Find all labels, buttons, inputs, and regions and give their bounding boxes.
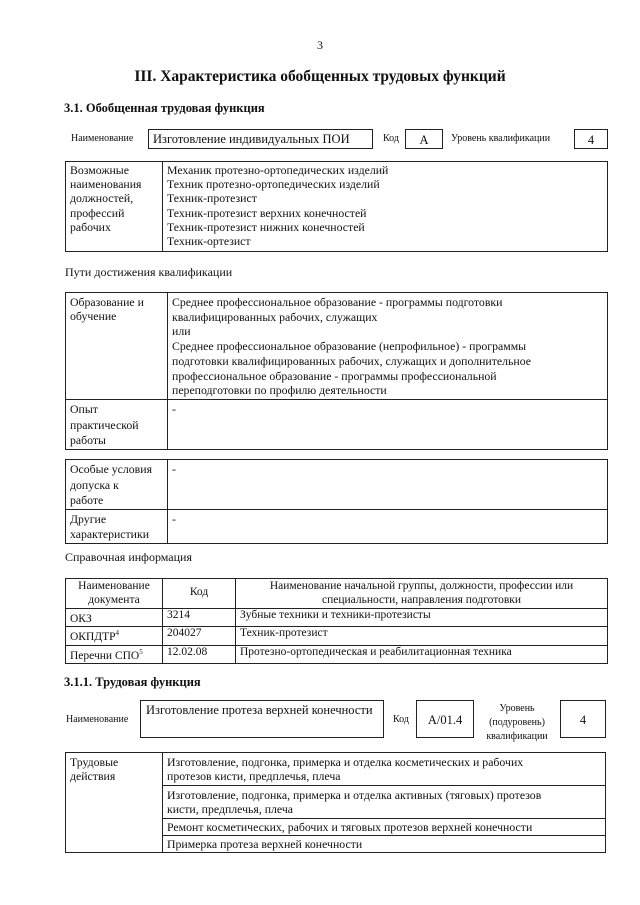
list-item: Изготовление, подгонка, примерка и отделка активных (тяговых) протезов кисти, предплечья, плеча: [163, 786, 606, 819]
other-value: -: [168, 509, 608, 543]
actions-table: [65, 752, 606, 853]
list-item: Механик протезно-ортопедических изделий: [167, 163, 389, 177]
tf-code-field: A/01.4: [416, 700, 474, 738]
section-title: III. Характеристика обобщенных трудовых функций: [134, 68, 506, 85]
education-text: Среднее профессиональное образование - программы подготовки квалифицированных рабочих, служащих или Среднее профессиональное образование (непрофильное) - программы подготовки квалифицированных рабочих, служащих и дополнительное профессиональное образование - программы профессиональной переподготовки по профилю деятельности: [168, 293, 608, 400]
tf-level-field: 4: [560, 700, 606, 738]
table-row: [66, 608, 608, 627]
tf-heading: 3.1.1. Трудовая функция: [64, 675, 201, 689]
table-row: [66, 645, 608, 664]
table-row: [66, 627, 608, 646]
education-label: Образование и обучение: [66, 293, 168, 400]
ref-code: 204027: [163, 627, 236, 646]
list-item: Примерка протеза верхней конечности: [163, 836, 606, 853]
experience-value: -: [168, 400, 608, 450]
actions-label: Трудовые действия: [66, 753, 163, 853]
tf-code-label: Код: [393, 714, 409, 725]
gtf-name-label: Наименование: [71, 133, 134, 144]
gtf-level-field: 4: [574, 129, 608, 149]
ref-doc: ОКПДТР$^4$: [66, 627, 163, 646]
ref-header-code: Код: [163, 579, 236, 609]
special-value: -: [168, 460, 608, 510]
ref-header-doc: Наименование документа: [66, 579, 163, 609]
ref-name: Зубные техники и техники-протезисты: [236, 608, 608, 627]
conditions-table: [65, 459, 608, 544]
list-item: Изготовление, подгонка, примерка и отделка косметических и рабочих протезов кисти, предплечья, плеча: [163, 753, 606, 786]
special-label: Особые условия допуска к работе: [66, 460, 168, 510]
ref-header-name: Наименование начальной группы, должности, профессии или специальности, направления подготовки: [236, 579, 608, 609]
tf-level-label: Уровень (подуровень) квалификации: [486, 703, 548, 742]
ref-code: 12.02.08: [163, 645, 236, 664]
gtf-code-label: Код: [383, 133, 399, 144]
reference-table: [65, 578, 608, 664]
list-item: Техник протезно-ортопедических изделий: [167, 177, 380, 192]
ref-code: 3214: [163, 608, 236, 627]
tf-name-field: Изготовление протеза верхней конечности: [140, 700, 384, 738]
reference-title: Справочная информация: [65, 550, 192, 564]
page-number: 3: [317, 38, 323, 52]
ref-name: Техник-протезист: [236, 627, 608, 646]
tf-name-label: Наименование: [66, 714, 129, 725]
other-label: Другие характеристики: [66, 509, 168, 543]
list-item: Техник-ортезист: [167, 234, 251, 249]
ref-doc: ОКЗ: [66, 608, 163, 627]
gtf-code-field: A: [405, 129, 443, 149]
positions-table: [65, 161, 608, 252]
positions-list: [163, 162, 608, 252]
gtf-name-field: Изготовление индивидуальных ПОИ: [148, 129, 373, 149]
ref-name: Протезно-ортопедическая и реабилитационная техника: [236, 645, 608, 664]
paths-title: Пути достижения квалификации: [65, 265, 233, 279]
list-item: Техник-протезист нижних конечностей: [167, 219, 365, 234]
education-table: [65, 292, 608, 450]
experience-label: Опыт практической работы: [66, 400, 168, 450]
ref-doc: Перечни СПО$^5$: [66, 645, 163, 664]
list-item: Техник-протезист верхних конечностей: [167, 205, 367, 220]
gtf-level-label: Уровень квалификации: [451, 133, 551, 144]
positions-label: Возможные наименования должностей, профессий рабочих: [66, 162, 163, 252]
list-item: Ремонт косметических, рабочих и тяговых протезов верхней конечности: [163, 819, 606, 836]
gtf-heading: 3.1. Обобщенная трудовая функция: [64, 101, 265, 115]
list-item: Техник-протезист: [167, 191, 257, 206]
